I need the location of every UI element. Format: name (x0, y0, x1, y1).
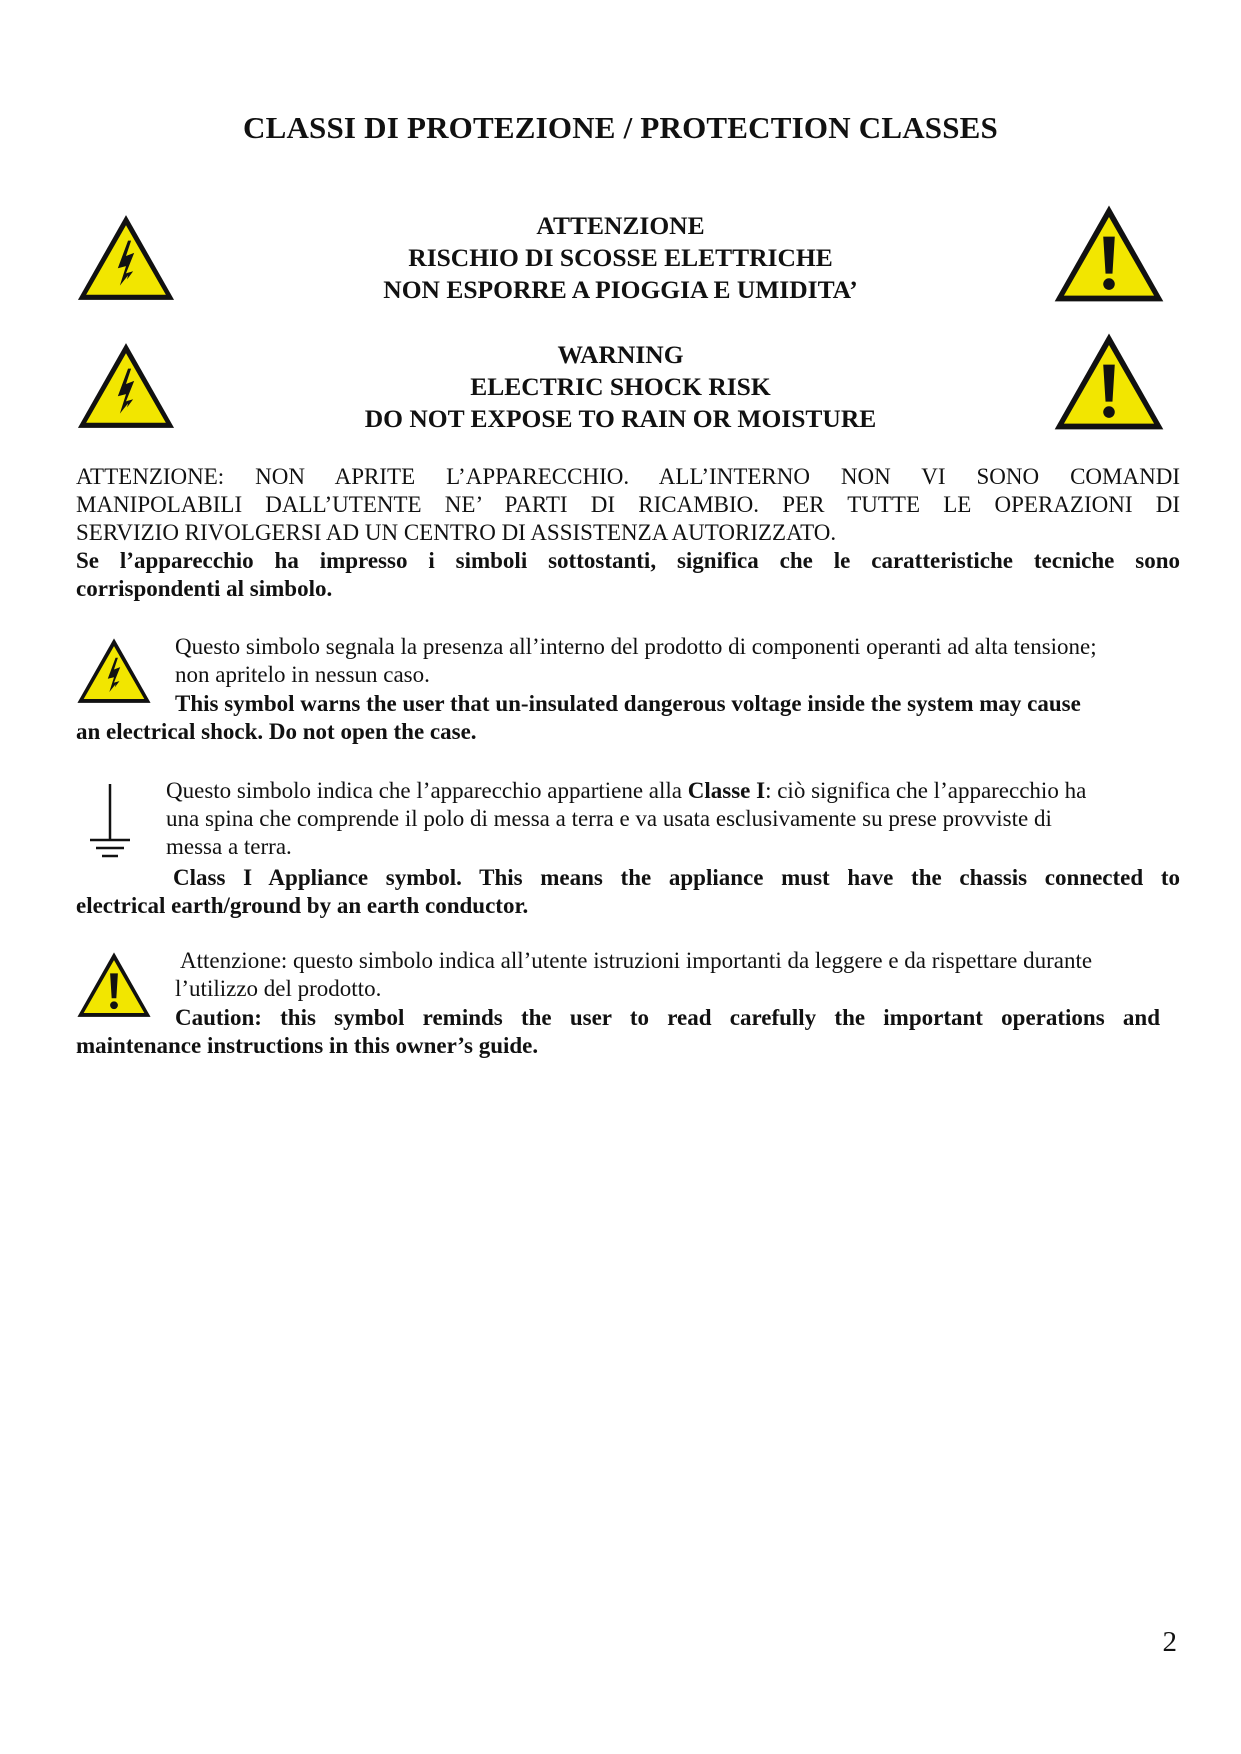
class1-english-line: electrical earth/ground by an earth conductor. (76, 893, 529, 918)
voltage-italian-line: Questo simbolo segnala la presenza all’interno del prodotto di componenti operanti ad alta tensione; (175, 634, 1097, 659)
caution-symbol-italian (175, 947, 1180, 1003)
warning-english-line3: DO NOT EXPOSE TO RAIN OR MOISTURE (364, 404, 877, 433)
page-number: 2 (1162, 1626, 1177, 1658)
warning-italian-line1: ATTENZIONE (536, 211, 705, 240)
notice-line: MANIPOLABILI DALL’UTENTE NE’ PARTI DI RICAMBIO. PER TUTTE LE OPERAZIONI DI (76, 492, 1180, 517)
voltage-english-line: an electrical shock. Do not open the case. (76, 719, 477, 744)
notice-line: ATTENZIONE: NON APRITE L’APPARECCHIO. ALL’INTERNO NON VI SONO COMANDI (76, 464, 1180, 489)
notice-bold-line: corrispondenti al simbolo. (76, 576, 333, 601)
class1-italian-text: : ciò significa che l’apparecchio ha (765, 778, 1087, 803)
voltage-symbol-english (76, 690, 1180, 746)
earth-ground-icon (80, 780, 140, 868)
voltage-italian-line: non apritelo in nessun caso. (175, 662, 430, 687)
caution-italian-line: Attenzione: questo simbolo indica all’utente istruzioni importanti da leggere e da rispettare durante (180, 948, 1093, 973)
class1-symbol-italian (166, 777, 1180, 861)
caution-english-line: maintenance instructions in this owner’s guide. (76, 1033, 539, 1058)
notice-paragraph (76, 463, 1180, 603)
notice-line: SERVIZIO RIVOLGERSI AD UN CENTRO DI ASSISTENZA AUTORIZZATO. (76, 520, 837, 545)
warning-italian-line2: RISCHIO DI SCOSSE ELETTRICHE (408, 243, 833, 272)
caution-italian-line: l’utilizzo del prodotto. (175, 976, 382, 1001)
notice-bold-line: Se l’apparecchio ha impresso i simboli sottostanti, significa che le caratteristiche tecniche sono (76, 548, 1180, 573)
class1-italian-line: messa a terra. (166, 834, 292, 859)
class1-label: Classe I (687, 778, 766, 803)
warning-italian (0, 210, 1241, 306)
warning-english (0, 339, 1241, 435)
warning-italian-line3: NON ESPORRE A PIOGGIA E UMIDITA’ (383, 275, 858, 304)
caution-english-line: Caution: this symbol reminds the user to read carefully the important operations and (175, 1005, 1160, 1030)
caution-symbol-english (76, 1004, 1160, 1060)
voltage-english-line: This symbol warns the user that un-insulated dangerous voltage inside the system may cause (175, 691, 1081, 716)
page-title: CLASSI DI PROTEZIONE / PROTECTION CLASSES (243, 110, 998, 145)
class1-italian-line (166, 777, 1180, 805)
class1-italian-line: una spina che comprende il polo di messa a terra e va usata esclusivamente su prese provviste di (166, 806, 1052, 831)
warning-english-line2: ELECTRIC SHOCK RISK (470, 372, 771, 401)
class1-english-line: Class I Appliance symbol. This means the appliance must have the chassis connected to (173, 865, 1180, 890)
class1-italian-text: Questo simbolo indica che l’apparecchio appartiene alla (166, 778, 688, 803)
class1-symbol-english (76, 864, 1180, 920)
voltage-symbol-italian (175, 633, 1179, 689)
warning-english-line1: WARNING (557, 340, 684, 369)
